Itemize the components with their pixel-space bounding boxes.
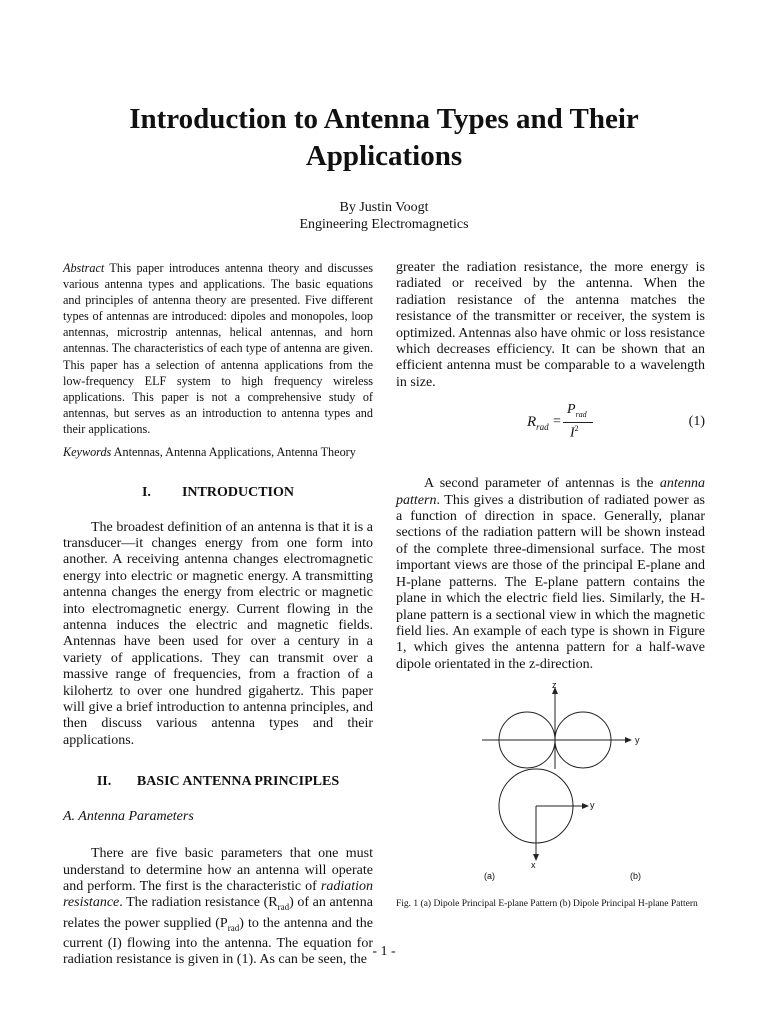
eq-subscript: rad: [575, 410, 587, 420]
text-run: ) to the antenna and the current (I) flowing into the antenna. The equation for radiation resistance is given in (1). As can be seen, the: [63, 915, 373, 968]
abstract: [63, 260, 373, 437]
left-column: [63, 260, 373, 969]
text-run: . This gives a distribution of radiated power as a function of direction in space. Generally, planar sections of the radiation pattern will be shown instead of the complete three-dimensional surface. The most important views are those of the principal E-plane and H-plane patterns. The E-plane pattern contains the plane in which the electric field lies. Similarly, the H-plane pattern is a sectional view in which the magnetic field lies. An example of each type is shown in Figure 1, which gives the antenna pattern for a half-wave dipole orientated in the z-direction.: [396, 492, 705, 672]
author-line: By Justin Voogt: [339, 200, 429, 215]
subfigure-label-b: (b): [630, 871, 641, 881]
keywords: [63, 445, 373, 461]
equation-lhs: [527, 414, 549, 432]
section-heading-introduction: [63, 484, 373, 501]
keywords-label: Keywords: [63, 445, 112, 460]
eq-symbol-r: R: [527, 414, 537, 431]
figure-1: [396, 673, 705, 883]
section-heading-principles: [63, 773, 373, 790]
eq-superscript: 2: [574, 424, 579, 434]
pattern-paragraph: [396, 476, 705, 673]
figure-caption: Fig. 1 (a) Dipole Principal E-plane Pattern (b) Dipole Principal H-plane Pattern: [396, 899, 698, 909]
emphasis-radiation-resistance: radiation resistance: [63, 879, 373, 911]
abstract-label: Abstract: [63, 261, 105, 275]
equation-numerator: [567, 402, 587, 419]
subscript: rad: [227, 922, 240, 933]
right-column: [396, 260, 705, 673]
introduction-paragraph: The broadest definition of an antenna is that it is a transducer—it changes energy from one form into another. A receiving antenna changes electromagnetic energy into electric or magnetic energy. A transmitting antenna changes the energy from electric or magnetic into electromagnetic energy. Current flowing in the antenna induces the electric and magnetic fields. Antennas have been used for over a century in a variety of applications. They can transmit over a massive range of frequencies, from a fraction of a kilohertz to over one hundred gigahertz. This paper will give a brief introduction to antenna principles, and then discuss various antenna types and their applications.: [63, 519, 373, 748]
eq-symbol-p: P: [567, 402, 576, 418]
fraction-bar: [563, 422, 593, 423]
section-title: INTRODUCTION: [181, 484, 294, 500]
department-line: Engineering Electromagnetics: [299, 217, 469, 232]
equation-equals: =: [553, 414, 561, 430]
axis-label-z: z: [552, 680, 557, 690]
resistance-paragraph: greater the radiation resistance, the more energy is radiated or received by the antenna. When the radiation resistance of the antenna matches the resistance of the transmitter or receiver, the system is optimized. Antennas also have ohmic or loss resistance which decreases efficiency. It can be shown that an efficient antenna must be comparable to a wavelength in size.: [396, 260, 705, 390]
equation-1: [396, 402, 705, 458]
section-number: I.: [141, 484, 151, 500]
text-run: ) of an antenna relates the power supplied (P: [63, 895, 373, 931]
section-title: BASIC ANTENNA PRINCIPLES: [136, 774, 340, 790]
text-run: . The radiation resistance (R: [119, 895, 278, 911]
equation-number: (1): [688, 414, 705, 430]
eq-symbol-i: I: [570, 425, 575, 441]
paper-title: Introduction to Antenna Types and Their Applications: [129, 103, 639, 172]
subscript: rad: [277, 902, 290, 913]
subsection-heading: A. Antenna Parameters: [63, 809, 194, 825]
text-run: There are five basic parameters that one must understand to determine how an antenna will operate and perform. The first is the characteristic of: [63, 846, 373, 895]
section-number: II.: [96, 774, 112, 790]
abstract-text: This paper introduces antenna theory and discusses various antenna types and applications. The basic equations and principles of antenna theory are presented. Five different types of antennas are introduced: dipoles and monopoles, loop antennas, microstrip antennas, helical antennas, and horn antennas. The characteristics of each type of antenna are given. This paper has a selection of antenna applications from the low-frequency ELF system to high frequency wireless applications. This paper is not a comprehensive study of antennas, but serves as an introduction to antenna types and their applications.: [63, 261, 373, 436]
y-axis-arrow-b: [582, 803, 589, 809]
eq-subscript: rad: [536, 422, 549, 433]
axis-label-x: x: [531, 860, 536, 870]
subfigure-label-a: (a): [484, 871, 495, 881]
axis-label-y-b: y: [590, 800, 595, 810]
y-axis-arrow-a: [625, 737, 632, 743]
keywords-text: Antennas, Antenna Applications, Antenna Theory: [111, 445, 356, 460]
radiation-pattern-diagram: [396, 673, 705, 883]
axis-label-y-a: y: [635, 735, 640, 745]
text-run: A second parameter of antennas is the: [424, 476, 660, 492]
emphasis-antenna-pattern: antenna pattern: [396, 476, 705, 508]
page-number: - 1 -: [372, 944, 396, 959]
equation-denominator: [570, 424, 579, 442]
